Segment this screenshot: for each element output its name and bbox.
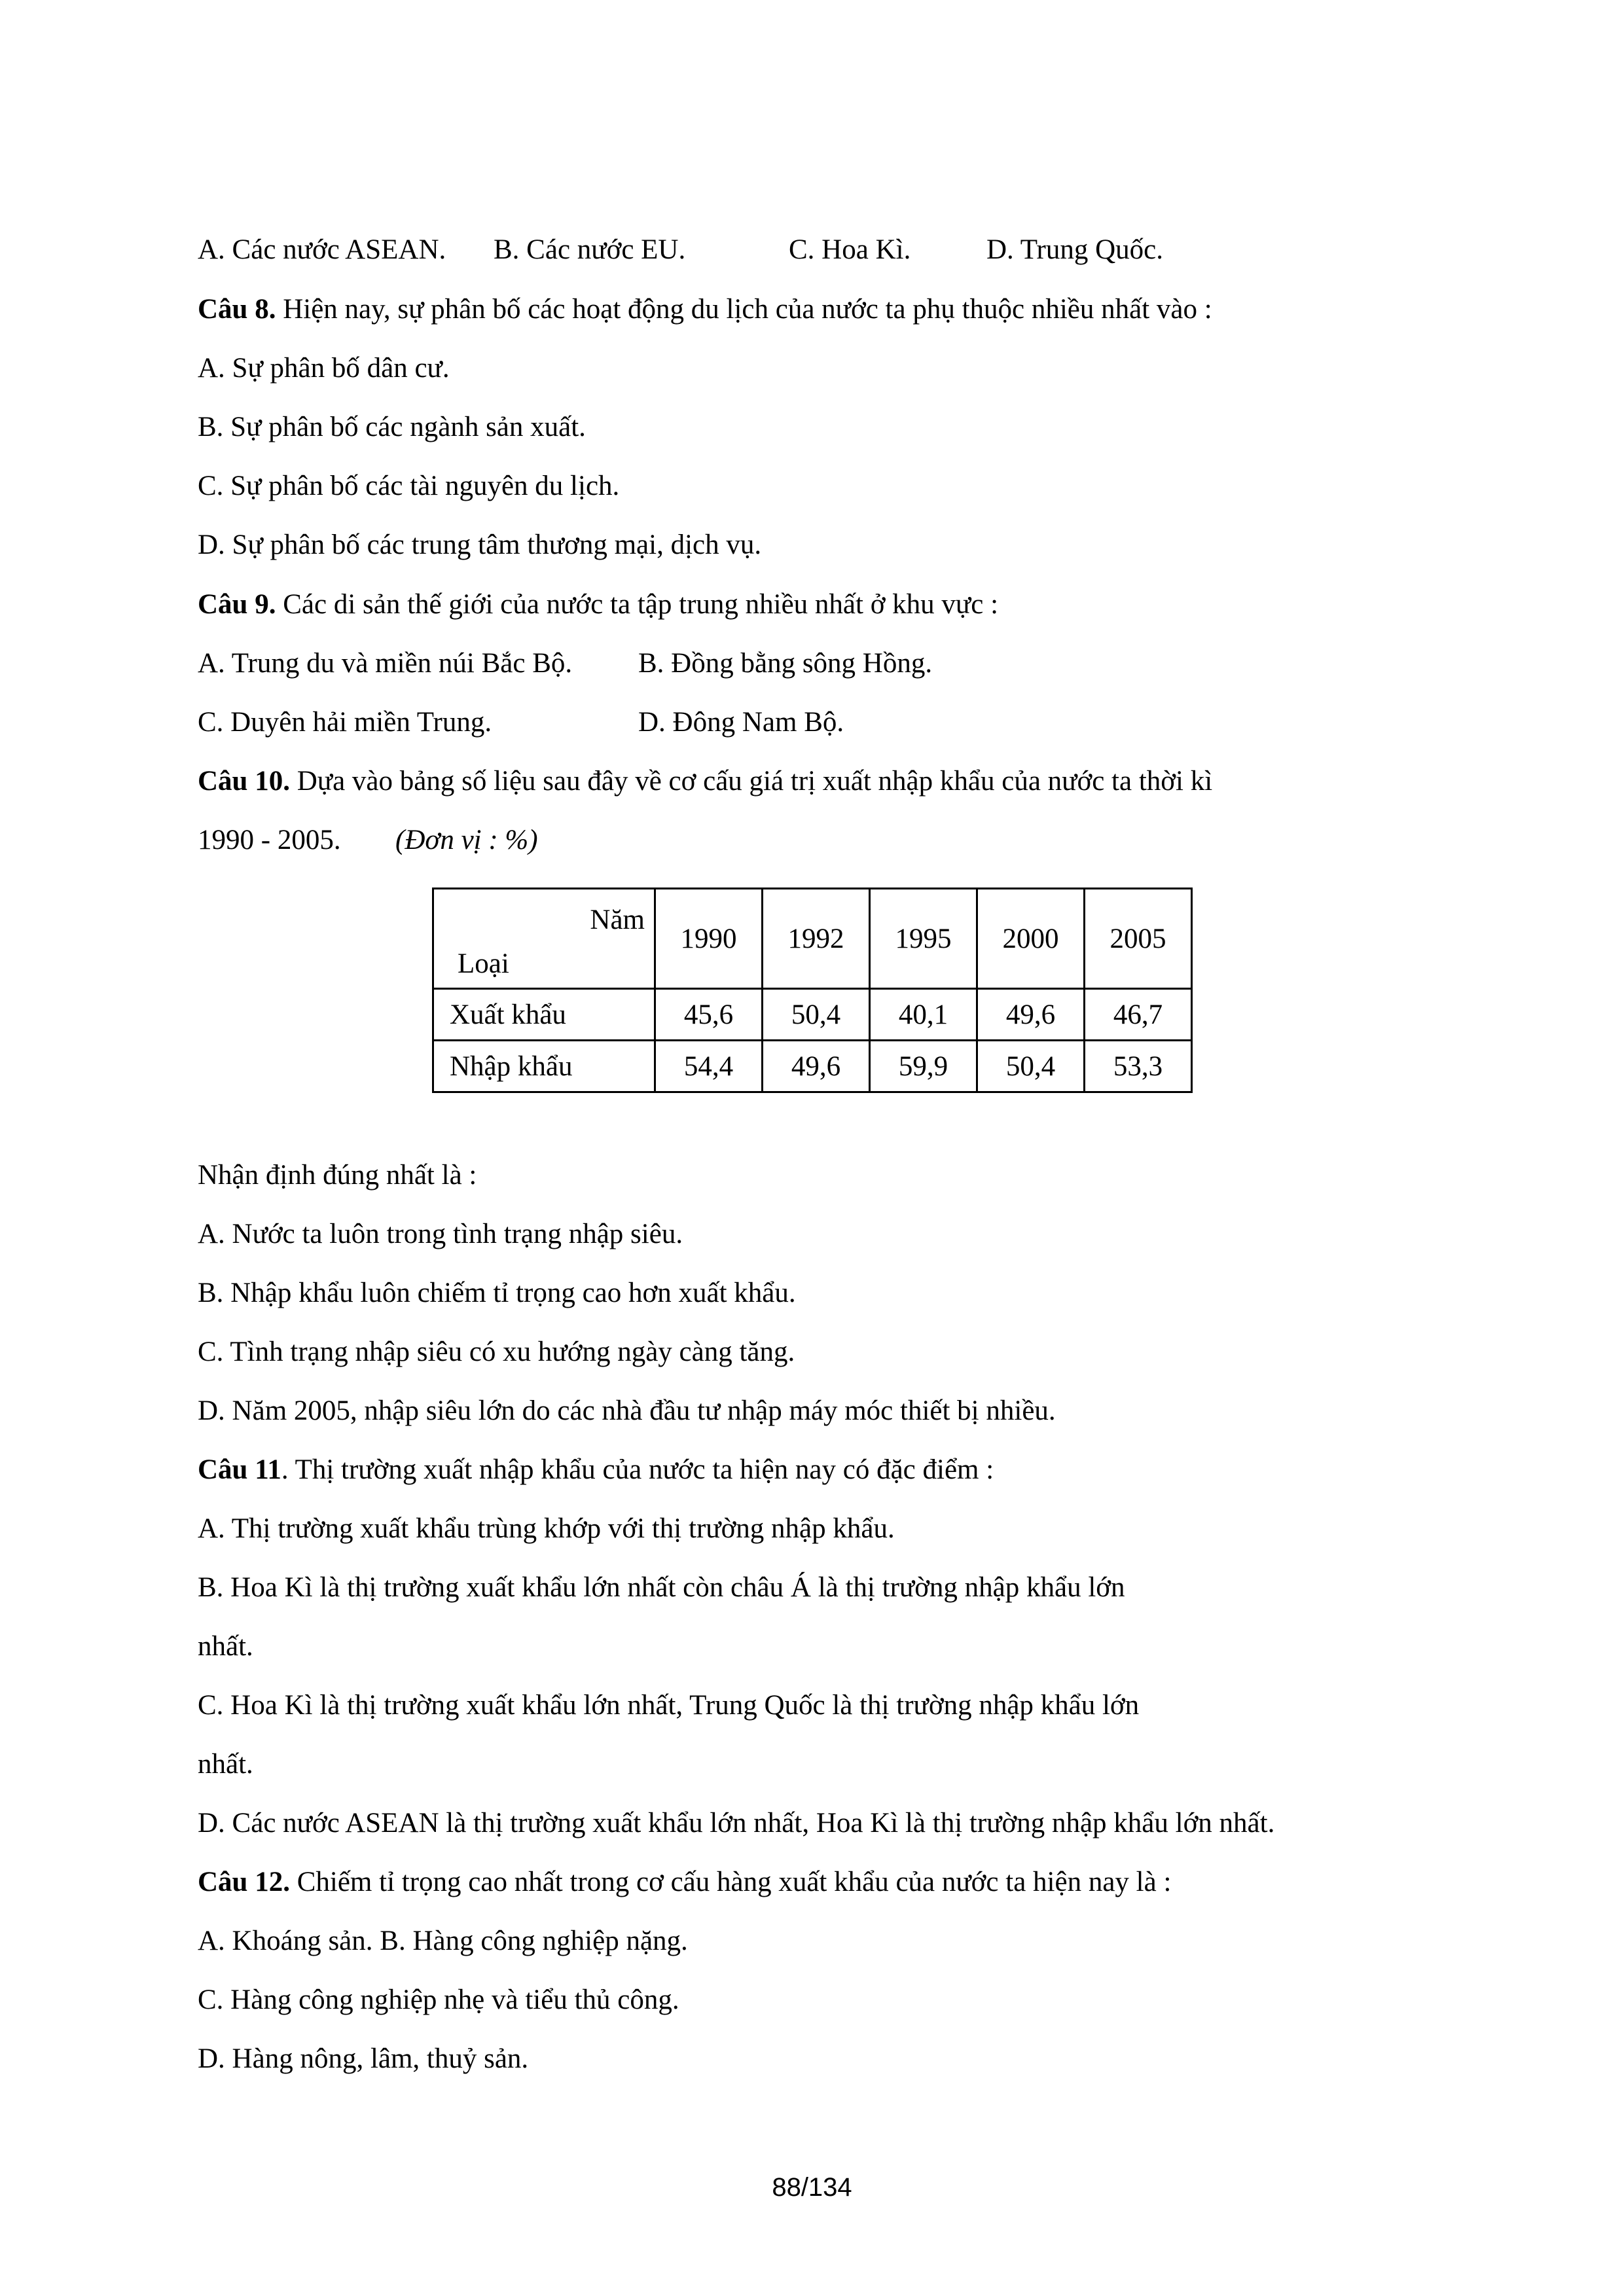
q12-option-d: D. Hàng nông, lâm, thuỷ sản. — [198, 2043, 529, 2074]
q10-option-c: C. Tình trạng nhập siêu có xu hướng ngày càng tăng. — [198, 1336, 795, 1367]
q10-option-a: A. Nước ta luôn trong tình trạng nhập siêu. — [198, 1219, 683, 1249]
q8-text: Hiện nay, sự phân bố các hoạt động du lịch của nước ta phụ thuộc nhiều nhất vào : — [276, 294, 1212, 325]
q9-option-b: B. Đồng bằng sông Hồng. — [638, 648, 933, 679]
q7-option-c: C. Hoa Kì. — [789, 234, 911, 265]
q9-stem — [198, 588, 998, 622]
q8-option-d: D. Sự phân bố các trung tâm thương mại, dịch vụ. — [198, 529, 762, 560]
table-cell: 54,4 — [655, 1041, 763, 1092]
q11-text: . Thị trường xuất nhập khẩu của nước ta hiện nay có đặc điểm : — [281, 1454, 994, 1485]
table-cell: 59,9 — [870, 1041, 977, 1092]
q9-label: Câu 9. — [198, 589, 276, 620]
q7-option-d: D. Trung Quốc. — [986, 234, 1163, 265]
table-corner-cell — [433, 889, 655, 989]
table-header-row — [433, 889, 1192, 989]
table-row — [433, 1041, 1192, 1092]
table-row-label: Xuất khẩu — [433, 989, 655, 1041]
q10-text: Dựa vào bảng số liệu sau đây về cơ cấu giá trị xuất nhập khẩu của nước ta thời kì — [289, 766, 1213, 797]
table-cell: 53,3 — [1085, 1041, 1192, 1092]
q7-option-b: B. Các nước EU. — [494, 234, 686, 265]
trade-structure-table — [432, 888, 1193, 1093]
table-cell: 49,6 — [977, 989, 1085, 1041]
table-cell: 50,4 — [977, 1041, 1085, 1092]
table-corner-year-label: Năm — [590, 905, 645, 935]
q10-stem — [198, 764, 1212, 798]
page-number: 88/134 — [772, 2173, 852, 2202]
q9-option-d: D. Đông Nam Bộ. — [638, 707, 844, 738]
q11-option-b: B. Hoa Kì là thị trường xuất khẩu lớn nhất còn châu Á là thị trường nhập khẩu lớn — [198, 1572, 1125, 1603]
table-cell: 49,6 — [763, 1041, 870, 1092]
table-cell: 40,1 — [870, 989, 977, 1041]
q8-stem — [198, 293, 1212, 327]
q9-option-c: C. Duyên hải miền Trung. — [198, 707, 492, 738]
q12-label: Câu 12. — [198, 1867, 290, 1897]
q11-stem — [198, 1453, 994, 1487]
q10-prompt: Nhận định đúng nhất là : — [198, 1160, 477, 1191]
table-year-header: 1990 — [655, 889, 763, 989]
q12-option-ab: A. Khoáng sản. B. Hàng công nghiệp nặng. — [198, 1926, 688, 1956]
q10-label: Câu 10. — [198, 766, 290, 797]
q8-option-a: A. Sự phân bố dân cư. — [198, 353, 450, 384]
table-cell: 50,4 — [763, 989, 870, 1041]
q12-text: Chiếm tỉ trọng cao nhất trong cơ cấu hàng xuất khẩu của nước ta hiện nay là : — [289, 1867, 1172, 1897]
q10-unit: (Đơn vị : %) — [395, 825, 538, 855]
q11-option-a: A. Thị trường xuất khẩu trùng khớp với thị trường nhập khẩu. — [198, 1513, 895, 1544]
q8-label: Câu 8. — [198, 294, 276, 325]
q11-option-c-cont: nhất. — [198, 1749, 253, 1780]
table-row — [433, 989, 1192, 1041]
q11-option-b-cont: nhất. — [198, 1631, 253, 1662]
q8-option-c: C. Sự phân bố các tài nguyên du lịch. — [198, 471, 620, 501]
table-year-header: 1995 — [870, 889, 977, 989]
q10-option-b: B. Nhập khẩu luôn chiếm tỉ trọng cao hơn xuất khẩu. — [198, 1278, 796, 1308]
q10-stem-cont — [198, 823, 538, 857]
q10-option-d: D. Năm 2005, nhập siêu lớn do các nhà đầu tư nhập máy móc thiết bị nhiều. — [198, 1395, 1056, 1426]
q10-period: 1990 - 2005. — [198, 825, 341, 855]
q11-option-d: D. Các nước ASEAN là thị trường xuất khẩu lớn nhất, Hoa Kì là thị trường nhập khẩu lớn nhất. — [198, 1808, 1275, 1839]
q9-text: Các di sản thế giới của nước ta tập trung nhiều nhất ở khu vực : — [276, 589, 999, 620]
table-year-header: 1992 — [763, 889, 870, 989]
q7-option-a: A. Các nước ASEAN. — [198, 234, 446, 265]
table-row-label: Nhập khẩu — [433, 1041, 655, 1092]
table-cell: 45,6 — [655, 989, 763, 1041]
table-corner-type-label: Loại — [458, 948, 509, 979]
q12-option-c: C. Hàng công nghiệp nhẹ và tiểu thủ công. — [198, 1984, 679, 2015]
q11-label: Câu 11 — [198, 1454, 281, 1485]
q11-option-c: C. Hoa Kì là thị trường xuất khẩu lớn nhất, Trung Quốc là thị trường nhập khẩu lớn — [198, 1690, 1140, 1721]
table-cell: 46,7 — [1085, 989, 1192, 1041]
q9-option-a: A. Trung du và miền núi Bắc Bộ. — [198, 648, 573, 679]
q12-stem — [198, 1865, 1171, 1899]
table-year-header: 2005 — [1085, 889, 1192, 989]
table-year-header: 2000 — [977, 889, 1085, 989]
q8-option-b: B. Sự phân bố các ngành sản xuất. — [198, 412, 586, 442]
